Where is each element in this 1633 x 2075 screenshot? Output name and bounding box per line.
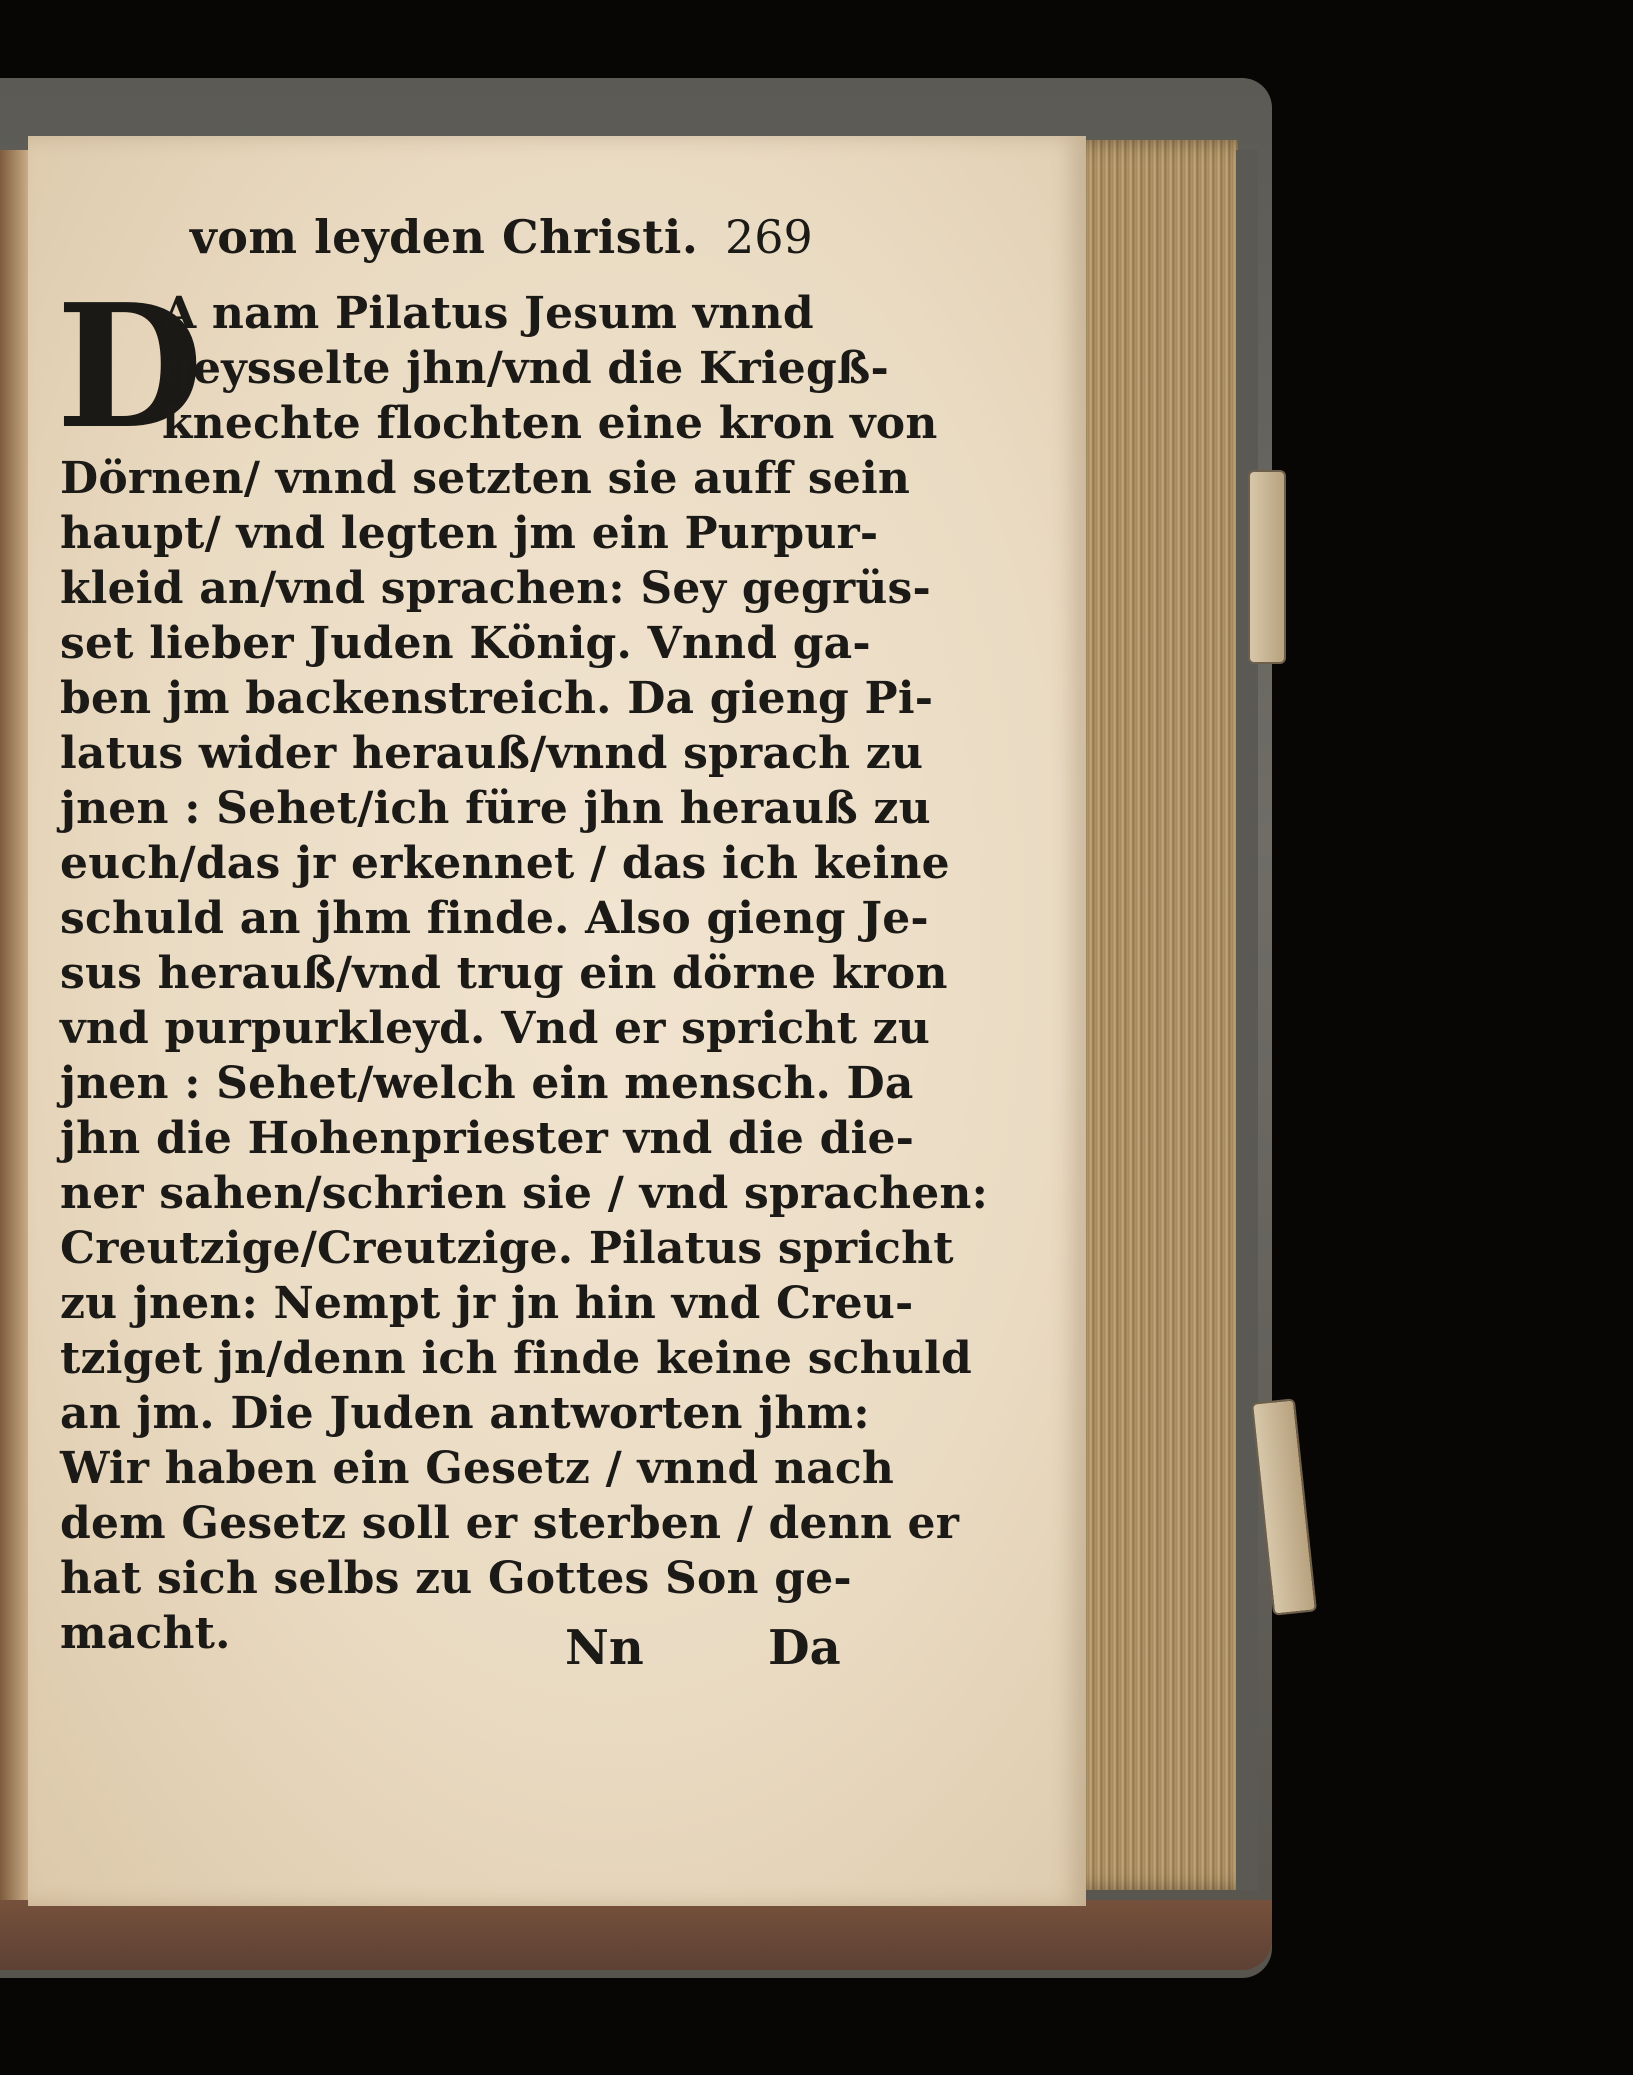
text-line: euch/das jr erkennet / das ich keine [60,838,950,889]
text-line: jhn die Hohenpriester vnd die die- [60,1113,915,1164]
text-line: sus herauß/vnd trug ein dörne kron [60,948,948,999]
text-line: vnd purpurkleyd. Vnd er spricht zu [60,1003,931,1054]
catchword: Da [768,1620,841,1676]
text-line: Creutzige/Creutzige. Pilatus spricht [60,1223,954,1274]
text-line: jnen : Sehet/welch ein mensch. Da [60,1058,914,1109]
text-line: Dörnen/ vnnd setzten sie auff sein [60,453,911,504]
text-line: an jm. Die Juden antworten jhm: [60,1388,870,1439]
signature-mark: Nn [565,1620,644,1676]
binding-gutter [0,150,28,1910]
text-line: A nam Pilatus Jesum vnnd [162,288,814,339]
text-line: Wir haben ein Gesetz / vnnd nach [60,1443,895,1494]
book-bottom-edge [0,1900,1272,1970]
text-line: tziget jn/denn ich finde keine schuld [60,1333,972,1384]
text-line: ner sahen/schrien sie / vnd sprachen: [60,1168,989,1219]
text-line: dem Gesetz soll er sterben / denn er [60,1498,960,1549]
drop-cap: D [56,267,204,467]
running-title: vom leyden Christi. [190,210,699,264]
text-line: hat sich selbs zu Gottes Son ge- [60,1553,852,1604]
text-line: zu jnen: Nempt jr jn hin vnd Creu- [60,1278,914,1329]
text-line: jnen : Sehet/ich füre jhn herauß zu [60,783,931,834]
text-line: latus wider herauß/vnnd sprach zu [60,728,924,779]
text-line: haupt/ vnd legten jm ein Purpur- [60,508,879,559]
text-line: macht. [60,1608,231,1659]
page-tab-upper [1248,470,1286,664]
cover-edge [1236,150,1258,1890]
text-line: schuld an jhm finde. Also gieng Je- [60,893,929,944]
text-line: set lieber Juden König. Vnnd ga- [60,618,871,669]
text-line: knechte flochten eine kron von [162,398,938,449]
text-line: geysselte jhn/vnd die Kriegß- [162,343,890,394]
text-line: kleid an/vnd sprachen: Sey gegrüs- [60,563,931,614]
text-line: ben jm backenstreich. Da gieng Pi- [60,673,934,724]
page-number: 269 [725,210,813,264]
